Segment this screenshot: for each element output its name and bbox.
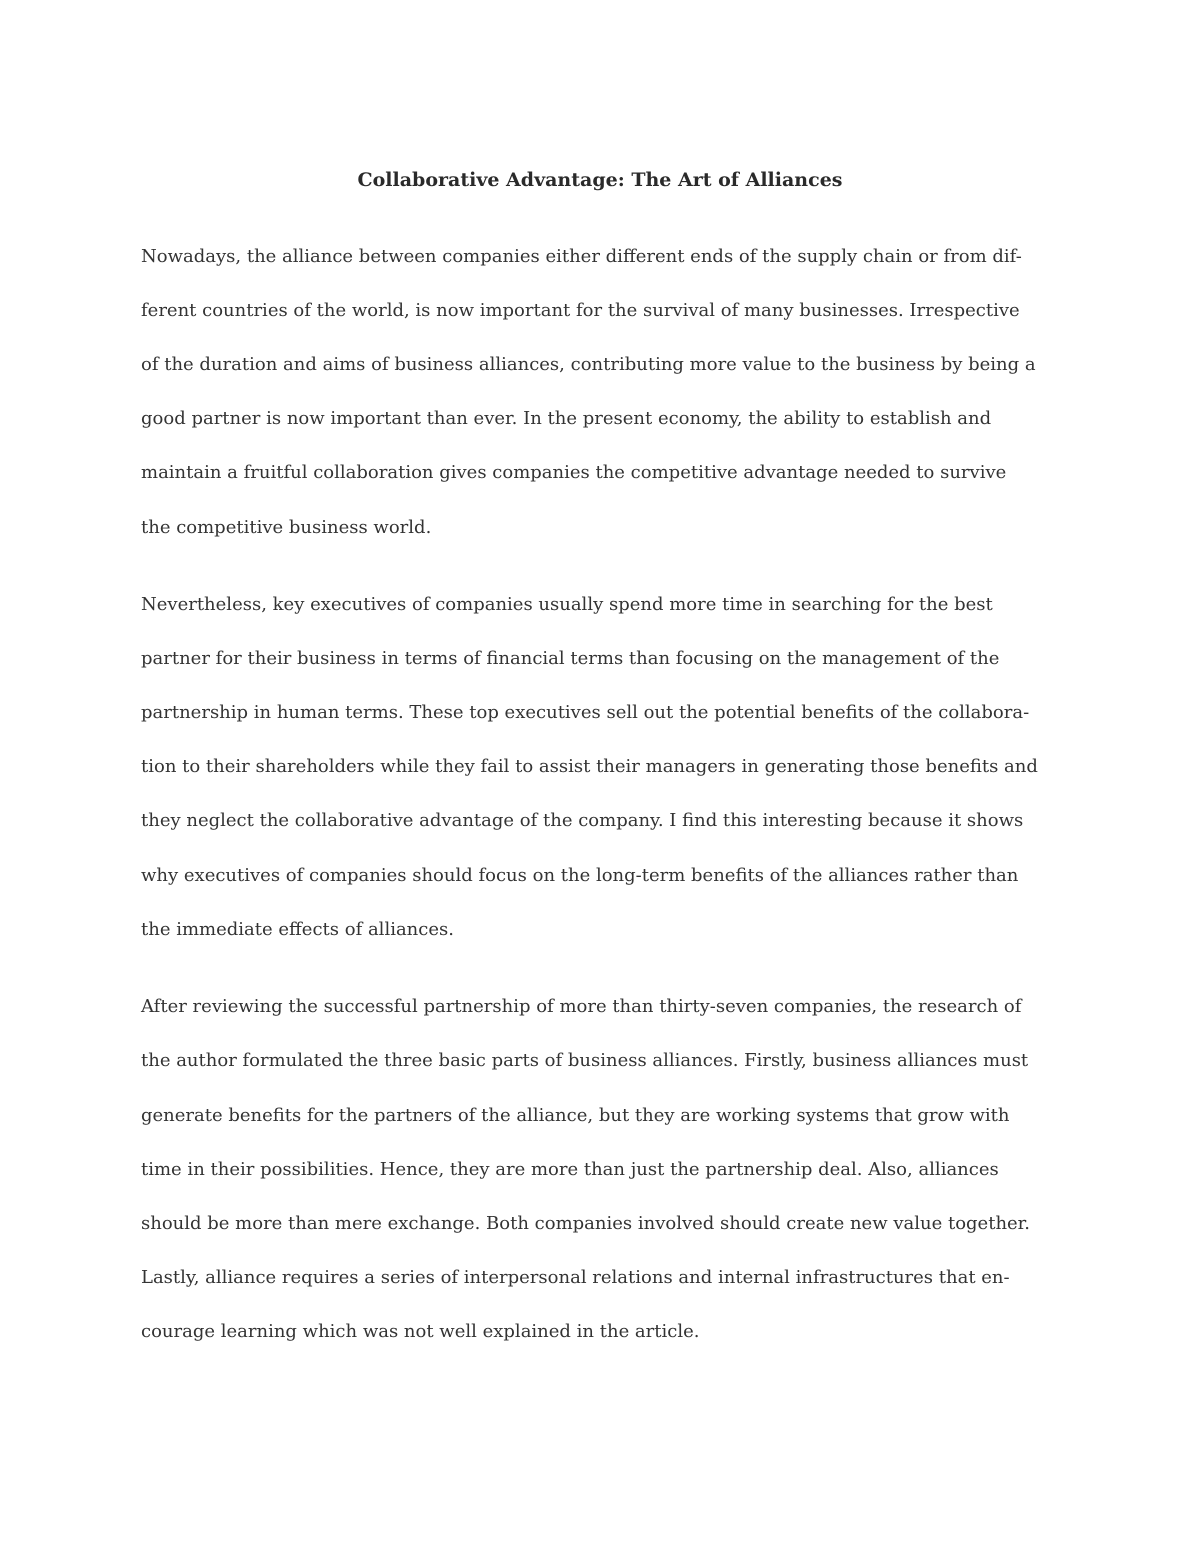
paragraph-line: ferent countries of the world, is now important for the survival of many businesses. Irrespective [141,300,1020,321]
paragraph-line: the author formulated the three basic parts of business alliances. Firstly, business alliances must [141,1050,1029,1071]
paragraph-line: time in their possibilities. Hence, they are more than just the partnership deal. Also, alliances [141,1159,999,1180]
paragraph-line: maintain a fruitful collaboration gives companies the competitive advantage needed to survive [141,462,1007,483]
paragraph-line: tion to their shareholders while they fail to assist their managers in generating those benefits and [141,756,1038,777]
document-title: Collaborative Advantage: The Art of Alliances [357,169,843,191]
paragraph-line: good partner is now important than ever. In the present economy, the ability to establish and [141,408,992,429]
paragraph-line: courage learning which was not well explained in the article. [141,1321,700,1342]
paragraph-line: Nevertheless, key executives of companies usually spend more time in searching for the best [141,594,993,615]
paragraph-line: partnership in human terms. These top executives sell out the potential benefits of the collabora- [141,702,1030,723]
paragraph-line: Lastly, alliance requires a series of interpersonal relations and internal infrastructures that en- [141,1267,1010,1288]
paragraph-line: After reviewing the successful partnership of more than thirty-seven companies, the research of [141,996,1022,1017]
paragraph-line: should be more than mere exchange. Both companies involved should create new value together. [141,1213,1031,1234]
paragraph-line: the immediate effects of alliances. [141,919,454,940]
paragraph-line: they neglect the collaborative advantage of the company. I find this interesting because it shows [141,810,1024,831]
paragraph-line: the competitive business world. [141,517,432,538]
paragraph-line: partner for their business in terms of financial terms than focusing on the management of the [141,648,1000,669]
paragraph-line: of the duration and aims of business alliances, contributing more value to the business by being a [141,354,1036,375]
paragraph-line: Nowadays, the alliance between companies either different ends of the supply chain or from dif- [141,246,1022,267]
paragraph-line: why executives of companies should focus on the long-term benefits of the alliances rather than [141,865,1019,886]
paragraph-line: generate benefits for the partners of the alliance, but they are working systems that grow with [141,1105,1010,1126]
